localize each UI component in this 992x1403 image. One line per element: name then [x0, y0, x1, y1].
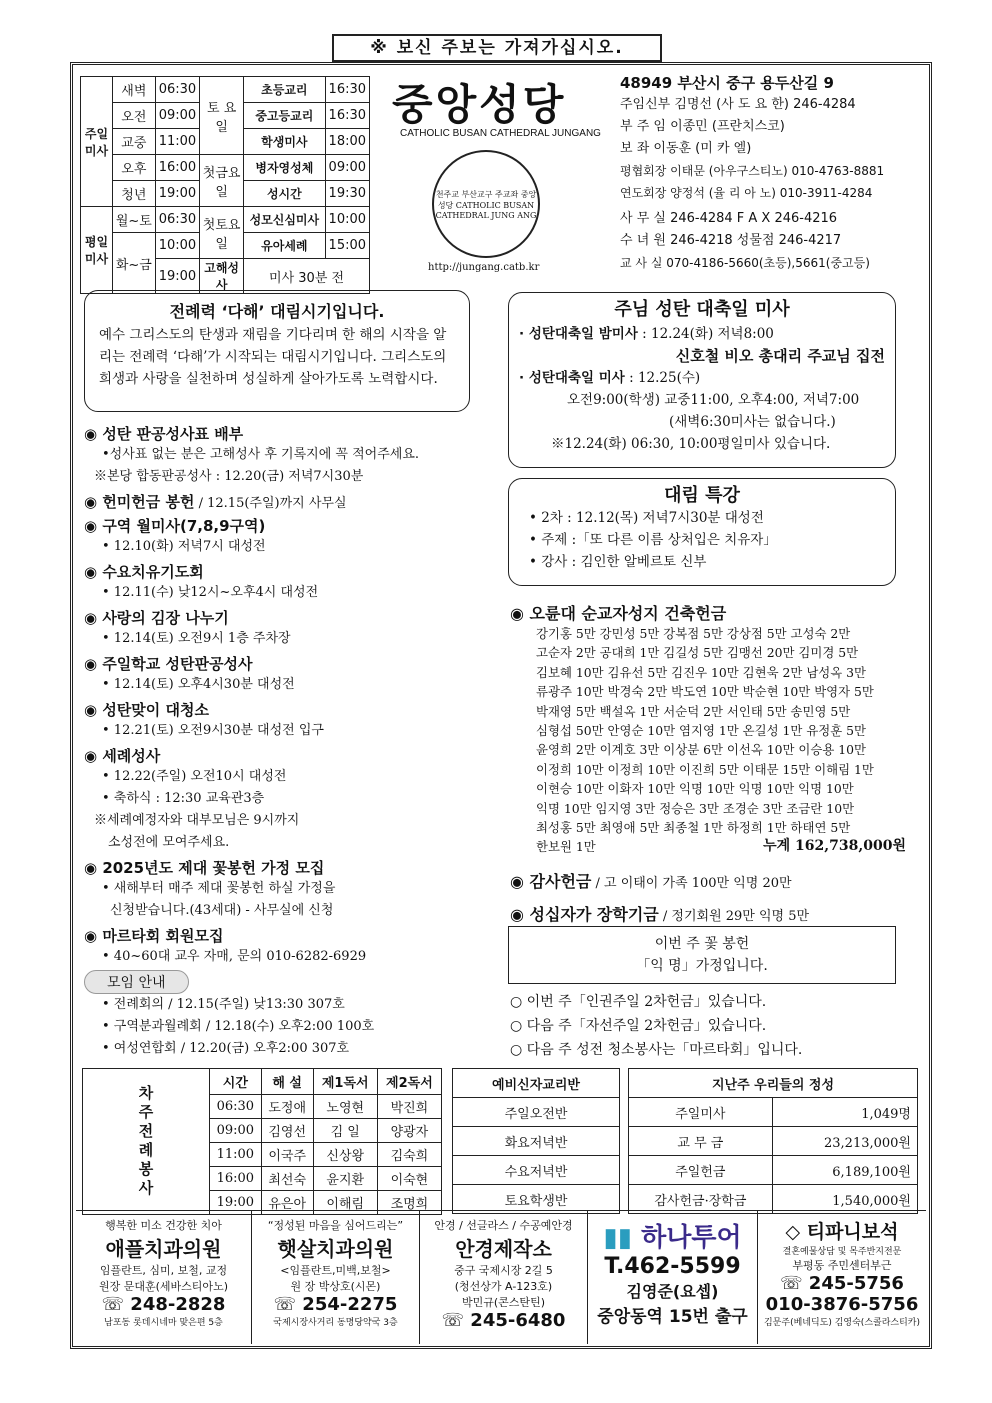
bullet-icon: ◉ [84, 517, 103, 535]
advent-box [84, 290, 470, 412]
hanatour-logo-icon: ▮▮ [603, 1223, 642, 1253]
phone-icon: ☏ 245-6480 [441, 1310, 566, 1331]
bullet-icon: ◉ [84, 747, 103, 765]
diamond-icon: ◇ [785, 1221, 807, 1243]
ads-row [76, 1210, 926, 1344]
phone-icon: ☏ 245-5756 [780, 1273, 904, 1294]
catechumen-table: 예비신자교리반 주일오전반 화요저녁반 수요저녁반 토요학생반 [452, 1068, 620, 1214]
ad-apple-dental: 행복한 미소 건강한 치아 애플치과의원 임플란트, 심미, 보철, 교정 원장 문대훈(세바스티아노) ☏ 248-2828 남포동 롯데시네마 맞은편 5층 [76, 1211, 252, 1344]
left-announcements: ◉ 성탄 판공성사표 배부 •성사표 없는 분은 고해성사 후 기록지에 꼭 적어주세요. ※본당 합동판공성사 : 12.20(금) 저녁7시30분 ◉ 헌미헌금 봉헌 / 12.15(주일)까지 사무실 ◉ 구역 월미사(7,8,9구역) • 12.10(화) 저녁7시 대성전 ◉ 수요치유기도회 • 12.11(수) 낮12시~오후4시 대성전 ◉ 사랑의 김장 나누기 • 12.14(토) 오전9시 1층 주차장 ◉ 주일학교 성탄판공성사 • 12.14(토) 오후4시30분 대성전 ◉ 성탄맞이 대청소 • 12.21(토) 오전9시30분 대성전 입구 ◉ 세례성사 • 12.22(주일) 오전10시 대성전 • 축하식 : 12:30 교육관3층 ※세례예정자와 대부모님은 9시까지 소성전에 모여주세요. ◉ 2025년도 제대 꽃봉헌 가정 모집 • 새해부터 매주 제대 꽃봉헌 하실 가정을 신청받습니다.(43세대) - 사무실에 신청 ◉ 마르타회 회원모집 • 40~60대 교우 자매, 문의 010-6282-6929 모임 안내 • 전례회의 / 12.15(주일) 낮13:30 307호 • 구역분과월례회 / 12.18(수) 오후2:00 100호 • 여성연합회 / 12.20(금) 오후2:00 307호 [84, 420, 494, 1060]
church-seal-logo [432, 150, 540, 258]
table-row: 감사헌금·장학금 1,540,000원 [629, 1185, 918, 1214]
sunday-mass-label: 주일 미사 [81, 77, 113, 207]
church-title: 중앙성당 [392, 80, 567, 129]
table-row: 주일미사 1,049명 [629, 1098, 918, 1127]
church-address: 48949 부산시 중구 용두산길 9 [620, 74, 834, 92]
bullet-icon: ◉ [84, 859, 103, 877]
table-row: 화요저녁반 [453, 1127, 620, 1156]
bullet-icon: ◉ [510, 904, 530, 924]
bullet-icon: ◉ [84, 563, 103, 581]
mass-schedule-table: 주일 미사 새벽 06:30 토 요 일 초등교리 16:30 오전 09:00 중고등교리 16:30 교중 11:00 학생미사 18:00 오후 16:00 첫금요일 병자영성체 09:00 청년 19:00 성시간 19:30 평일 미사 월~토 06:30 첫토요일 성모신심미사 10:00 화~금 10:00 유아세례 15:00 19:00 고해성사 미사 30분 전 [80, 76, 370, 294]
table-row: 수요저녁반 [453, 1156, 620, 1185]
table-row: 주일헌금 6,189,100원 [629, 1156, 918, 1185]
bullet-icon: ◉ [84, 609, 103, 627]
weekday-mass-label: 평일 미사 [81, 207, 113, 294]
bullet-icon: ◉ [84, 927, 103, 945]
table-row: 16:00 최선숙 윤지환 이숙현 [83, 1167, 442, 1191]
offerings-table: 지난주 우리들의 정성 주일미사 1,049명 교 무 금 23,213,000원 주일헌금 6,189,100원 감사헌금·장학금 1,540,000원 [628, 1068, 918, 1214]
table-row: 09:00 김영선 김 일 양광자 [83, 1119, 442, 1143]
ad-tiffany-jewelry: ◇ 티파니보석 결혼예물상담 및 목주반지전문 부평동 주민센터부근 ☏ 245-5756 010-3876-5756 김문주(베네딕도) 김영숙(스콜라스티카) [758, 1211, 926, 1344]
church-url[interactable]: http://jungang.catb.kr [428, 262, 540, 273]
bullet-icon: ◉ [84, 701, 103, 719]
table-row: 11:00 이국주 신상왕 김숙희 [83, 1143, 442, 1167]
bullet-icon: ◉ [84, 493, 103, 511]
meetings-label: 모임 안내 [84, 970, 189, 994]
donation-section: ◉ 오륜대 순교자성지 건축헌금 강기홍 5만 강민성 5만 강복점 5만 강상점 5만 고성숙 2만 고순자 2만 공대희 1만 김길성 5만 김맹선 20만 김미경 5만 김보혜 10만 김유선 5만 김진우 10만 김현욱 2만 남성옥 3만 류광주 10만 박경숙 2만 박도연 10만 박순현 10만 박영자 5만 박재영 5만 백설옥 1만 서순덕 2만 서인태 5만 송민영 5만 심형섭 50만 안영순 10만 염지영 1만 온길성 1만 유정훈 5만 윤영희 2만 이계호 3만 이상분 6만 이선옥 10만 이승용 10만 이정희 10만 이정희 10만 이진희 5만 이태문 15만 이해림 1만 이현승 10만 이화자 10만 익명 10만 익명 10만 익명 10만 익명 10만 임지영 3만 정승은 3만 조경순 3만 조금란 10만 최성홍 5만 최영애 5만 최종철 1만 하정희 1만 하태연 5만 한보원 1만 누계 162,738,000원 ◉ 감사헌금 / 고 이태이 가족 100만 익명 20만 ◉ 성십자가 장학기금 / 정기회원 29만 익명 5만 [510, 598, 920, 925]
section-title: ◉ 성탄 판공성사표 배부 [84, 425, 244, 443]
take-bulletin-notice: ※ 보신 주보는 가져가십시오. [332, 34, 662, 62]
table-row: 교 무 금 23,213,000원 [629, 1127, 918, 1156]
donor-list: 강기홍 5만 강민성 5만 강복점 5만 강상점 5만 고성숙 2만 고순자 2만 공대희 1만 김길성 5만 김맹선 20만 김미경 5만 김보혜 10만 김유선 5만 김진우 10만 김현욱 2만 남성옥 3만 류광주 10만 박경숙 2만 박도연 10만 박순현 10만 박영자 5만 박재영 5만 백설옥 1만 서순덕 2만 서인태 5만 송민영 5만 심형섭 50만 안영순 10만 염지영 1만 온길성 1만 유정훈 5만 윤영희 2만 이계호 3만 이상분 6만 이선옥 10만 이승용 10만 이정희 10만 이정희 10만 이진희 5만 이태문 15만 이해림 1만 이현승 10만 이화자 10만 익명 10만 익명 10만 익명 10만 익명 10만 임지영 3만 정승은 3만 조경순 3만 조금란 10만 최성홍 5만 최영애 5만 최종철 1만 하정희 1만 하태연 5만 한보원 1만 누계 162,738,000원 [510, 624, 920, 857]
table-row: 토요학생반 [453, 1185, 620, 1214]
table-row: 19:00 유은아 이해림 조명희 [83, 1191, 442, 1215]
bullet-icon: ◉ [510, 604, 530, 623]
advent-body: 예수 그리스도의 탄생과 재림을 기다리며 한 해의 시작을 알리는 전례력 ‘다해’가 시작되는 대림시기입니다. 그리스도의 희생과 사랑을 실천하며 성실하게 살아가도록 노력합시다. [99, 327, 447, 387]
table-row: 06:30 도정애 노영현 박진희 [83, 1095, 442, 1119]
phone-icon: ☏ 248-2828 [101, 1294, 226, 1315]
bullet-icon: ◉ [84, 425, 103, 443]
next-week-announcements: ○ 이번 주「인권주일 2차헌금」있습니다. ○ 다음 주「자선주일 2차헌금」있습니다. ○ 다음 주 성전 청소봉사는「마르타회」입니다. [510, 994, 803, 1058]
advent-title: 전례력 ‘다해’ 대림시기입니다. [169, 302, 385, 321]
ad-hanatour: ▮▮ 하나투어 T.462-5599 김영준(요셉) 중앙동역 15번 출구 [588, 1211, 758, 1344]
ad-sunshine-dental: “정성된 마음을 심어드리는” 햇살치과의원 <임플란트,미백,보철> 원 장 박상호(시몬) ☏ 254-2275 국제시장사거리 동명당약국 3층 [252, 1211, 420, 1344]
phone-icon: ☏ 254-2275 [273, 1294, 398, 1315]
advent-lecture-box: 대림 특강 • 2차 : 12.12(목) 저녁7시30분 대성전 • 주제 :「또 다른 이름 상처입은 치유자」 • 강사 : 김인한 알베르토 신부 [508, 478, 896, 586]
seal-text: 천주교 부산교구 주교좌 중앙성당 CATHOLIC BUSAN CATHEDRAL JUNG ANG [435, 189, 537, 220]
liturgy-service-table: 차주전례봉사 시간 해 설 제1독서 제2독서 06:30 도정애 노영현 박진희 09:00 김영선 김 일 양광자 11:00 이국주 신상왕 김숙희 16:00 최선숙 윤지환 이숙현 19:00 유은아 이해림 조명희 [82, 1068, 442, 1215]
flower-offering-box: 이번 주 꽃 봉헌 「익 명」가정입니다. [508, 926, 896, 984]
church-info: 48949 부산시 중구 용두산길 9 주임신부 김명선 (사 도 요 한) 246-4284 부 주 임 이종민 (프란치스코) 보 좌 이동훈 (미 카 엘) 평협회장 이태문 (아우구스티노) 010-4763-8881 연도회장 양정석 (율 리 아 노) 010-3911-4284 사 무 실 246-4284 F A X 246-4216 수 녀 원 246-4218 성물점 246-4217 교 사 실 070-4186-5660(초등),5661(중고등) [620, 72, 920, 274]
church-subtitle: CATHOLIC BUSAN CATHEDRAL JUNGANG [400, 128, 601, 139]
christmas-mass-box: 주님 성탄 대축일 미사 · 성탄대축일 밤미사 : 12.24(화) 저녁8:00 신호철 비오 총대리 주교님 집전 · 성탄대축일 미사 : 12.25(수) 오전9:00(학생) 교중11:00, 오후4:00, 저녁7:00 (새벽6:30미사는 없습니다.) ※12.24(화) 06:30, 10:00평일미사 있습니다. [508, 292, 896, 468]
ad-glasses-workshop: 안경 / 선글라스 / 수공예안경 안경제작소 중구 국제시장 2길 5 (청선상가 A-123호) 박민규(콘스탄틴) ☏ 245-6480 [420, 1211, 588, 1344]
bullet-icon: ◉ [84, 655, 103, 673]
bullet-icon: ◉ [510, 871, 530, 891]
table-row: 주일오전반 [453, 1098, 620, 1127]
donation-total: 누계 162,738,000원 [763, 838, 906, 855]
